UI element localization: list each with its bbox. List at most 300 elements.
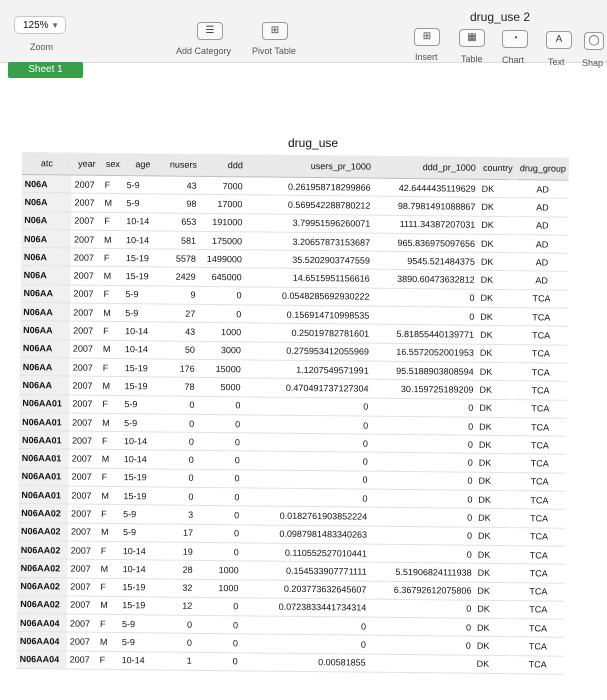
text-label[interactable]: Text [548,57,565,67]
cell-ddd-pr-1000[interactable]: 0 [369,617,474,636]
cell-ddd[interactable]: 5000 [197,378,243,397]
cell-sex[interactable]: M [101,194,123,213]
cell-sex[interactable]: M [100,340,122,359]
cell-atc[interactable]: N06AA [20,357,70,376]
cell-country[interactable]: DK [477,289,515,308]
cell-drug-group[interactable]: TCA [513,564,565,583]
cell-nusers[interactable]: 0 [158,487,196,506]
cell-atc[interactable]: N06AA04 [17,614,67,633]
cell-atc[interactable]: N06AA [20,339,70,358]
cell-drug-group[interactable]: TCA [515,363,567,382]
cell-ddd[interactable]: 0 [195,615,241,634]
cell-country[interactable]: DK [479,179,517,198]
cell-age[interactable]: 15-19 [123,267,161,286]
cell-drug-group[interactable]: AD [516,216,568,235]
cell-age[interactable]: 10-14 [119,651,157,670]
cell-nusers[interactable]: 17 [158,524,196,543]
cell-country[interactable]: DK [475,545,513,564]
cell-drug-group[interactable]: AD [516,198,568,217]
cell-drug-group[interactable]: TCA [514,381,566,400]
cell-country[interactable]: DK [478,271,516,290]
cell-ddd[interactable]: 191000 [199,213,245,232]
cell-country[interactable]: DK [478,252,516,271]
column-header-ddd-pr-1000[interactable]: ddd_pr_1000 [374,156,479,180]
cell-nusers[interactable]: 0 [159,450,197,469]
cell-ddd[interactable]: 645000 [199,268,245,287]
cell-age[interactable]: 15-19 [119,596,157,615]
cell-year[interactable]: 2007 [69,468,99,487]
cell-country[interactable]: DK [477,307,515,326]
cell-country[interactable]: DK [475,509,513,528]
cell-atc[interactable]: N06AA [20,321,70,340]
cell-year[interactable]: 2007 [69,395,99,414]
cell-age[interactable]: 10-14 [122,340,160,359]
cell-year[interactable]: 2007 [70,285,100,304]
cell-age[interactable]: 5-9 [119,615,157,634]
cell-atc[interactable]: N06AA02 [18,522,68,541]
cell-nusers[interactable]: 3 [158,505,196,524]
cell-nusers[interactable]: 28 [158,560,196,579]
cell-nusers[interactable]: 98 [161,194,199,213]
column-header-nusers[interactable]: nusers [162,153,200,176]
cell-atc[interactable]: N06AA01 [19,394,69,413]
cell-ddd[interactable]: 1000 [198,323,244,342]
cell-atc[interactable]: N06A [21,248,71,267]
cell-year[interactable]: 2007 [71,193,101,212]
cell-ddd[interactable]: 0 [195,652,241,671]
cell-users-pr-1000[interactable]: 1.1207549571991 [244,360,372,380]
cell-users-pr-1000[interactable]: 3.20657873153687 [245,232,373,252]
cell-country[interactable]: DK [475,472,513,491]
cell-atc[interactable]: N06AA01 [19,431,69,450]
cell-ddd-pr-1000[interactable]: 0 [371,398,476,417]
cell-users-pr-1000[interactable]: 0.0182761903852224 [242,506,370,526]
cell-year[interactable]: 2007 [69,449,99,468]
cell-age[interactable]: 15-19 [123,249,161,268]
cell-atc[interactable]: N06AA01 [19,412,69,431]
cell-country[interactable]: DK [474,637,512,656]
cell-age[interactable]: 10-14 [121,450,159,469]
cell-country[interactable]: DK [474,600,512,619]
table-body [17,174,569,674]
cell-atc[interactable]: N06AA01 [19,467,69,486]
chart-label[interactable]: Chart [502,55,525,65]
cell-age[interactable]: 5-9 [122,285,160,304]
cell-users-pr-1000[interactable]: 0 [243,451,371,471]
cell-country[interactable]: DK [474,655,512,674]
cell-ddd[interactable]: 0 [197,451,243,470]
cell-users-pr-1000[interactable]: 0.569542288780212 [245,195,373,215]
cell-country[interactable]: DK [474,618,512,637]
cell-sex[interactable]: M [99,450,121,469]
cell-ddd-pr-1000[interactable]: 0 [370,471,475,490]
cell-sex[interactable]: M [101,267,123,286]
cell-country[interactable]: DK [476,417,514,436]
cell-nusers[interactable]: 43 [162,176,200,195]
cell-ddd-pr-1000[interactable]: 0 [369,599,474,618]
cell-country[interactable]: DK [475,527,513,546]
cell-ddd[interactable]: 0 [196,524,242,543]
cell-age[interactable]: 10-14 [120,560,158,579]
cell-nusers[interactable]: 0 [158,469,196,488]
cell-users-pr-1000[interactable]: 35.5202903747559 [245,250,373,270]
cell-ddd-pr-1000[interactable]: 0 [371,416,476,435]
cell-country[interactable]: DK [475,563,513,582]
cell-atc[interactable]: N06AA [20,284,70,303]
table-label[interactable]: Table [461,54,483,64]
cell-sex[interactable]: F [97,651,119,670]
cell-drug-group[interactable]: TCA [514,399,566,418]
cell-year[interactable]: 2007 [71,230,101,249]
cell-age[interactable]: 10-14 [122,322,160,341]
cell-ddd-pr-1000[interactable]: 0 [372,288,477,307]
cell-ddd-pr-1000[interactable]: 0 [371,434,476,453]
cell-year[interactable]: 2007 [69,376,99,395]
cell-atc[interactable]: N06AA [19,376,69,395]
toolbar [0,0,607,68]
insert-label[interactable]: Insert [415,52,438,62]
cell-ddd-pr-1000[interactable]: 6.36792612075806 [369,581,474,600]
cell-ddd[interactable]: 175000 [199,231,245,250]
cell-drug-group[interactable]: TCA [513,509,565,528]
cell-year[interactable]: 2007 [70,358,100,377]
cell-users-pr-1000[interactable]: 0.154533907771111 [242,561,370,581]
chart-icon[interactable]: ◔ [502,30,528,48]
cell-country[interactable]: DK [477,344,515,363]
cell-sex[interactable]: M [97,596,119,615]
cell-age[interactable]: 15-19 [121,468,159,487]
cell-age[interactable]: 5-9 [121,395,159,414]
cell-users-pr-1000[interactable]: 14.6515951156616 [245,268,373,288]
cell-atc[interactable]: N06AA02 [18,540,68,559]
cell-drug-group[interactable]: TCA [512,655,564,674]
cell-drug-group[interactable]: TCA [514,454,566,473]
cell-sex[interactable]: F [99,395,121,414]
cell-ddd-pr-1000[interactable]: 0 [370,508,475,527]
shape-label[interactable]: Shap [582,58,604,68]
cell-atc[interactable]: N06A [21,266,71,285]
cell-ddd[interactable]: 0 [196,487,242,506]
cell-age[interactable]: 15-19 [119,578,157,597]
cell-sex[interactable]: F [100,358,122,377]
cell-nusers[interactable]: 0 [159,432,197,451]
cell-age[interactable]: 5-9 [120,523,158,542]
cell-ddd[interactable]: 1000 [195,579,241,598]
cell-ddd-pr-1000[interactable]: 1111.34387207031 [373,215,478,234]
cell-atc[interactable]: N06AA01 [18,486,68,505]
cell-atc[interactable]: N06AA02 [18,504,68,523]
cell-drug-group[interactable]: TCA [512,600,564,619]
cell-users-pr-1000[interactable]: 0.203773632645607 [241,579,369,599]
cell-sex[interactable]: F [101,249,123,268]
cell-users-pr-1000[interactable]: 0.110552527010441 [242,543,370,563]
cell-age[interactable]: 10-14 [123,230,161,249]
cell-age[interactable]: 5-9 [120,505,158,524]
cell-users-pr-1000[interactable]: 0 [242,488,370,508]
cell-nusers[interactable]: 43 [160,322,198,341]
cell-sex[interactable]: F [97,578,119,597]
cell-nusers[interactable]: 581 [161,231,199,250]
cell-nusers[interactable]: 78 [159,377,197,396]
add-category-label[interactable]: Add Category [176,46,232,56]
cell-atc[interactable]: N06AA04 [17,650,67,669]
cell-ddd-pr-1000[interactable]: 3890.60473632812 [373,270,478,289]
cell-sex[interactable]: M [98,486,120,505]
column-header-sex[interactable]: sex [102,153,124,176]
cell-sex[interactable]: F [97,614,119,633]
cell-drug-group[interactable]: TCA [513,546,565,565]
cell-ddd[interactable]: 0 [196,506,242,525]
cell-drug-group[interactable]: AD [516,271,568,290]
cell-age[interactable]: 5-9 [121,413,159,432]
cell-sex[interactable]: M [97,633,119,652]
cell-ddd[interactable]: 17000 [199,195,245,214]
cell-sex[interactable]: F [101,212,123,231]
cell-country[interactable]: DK [477,362,515,381]
cell-age[interactable]: 5-9 [122,304,160,323]
table-icon[interactable]: ▦ [459,29,485,47]
cell-nusers[interactable]: 5578 [161,249,199,268]
cell-users-pr-1000[interactable]: 0.0987981483340263 [242,524,370,544]
cell-sex[interactable]: F [100,322,122,341]
cell-age[interactable]: 10-14 [120,541,158,560]
cell-drug-group[interactable]: TCA [514,436,566,455]
cell-sex[interactable]: F [98,541,120,560]
cell-age[interactable]: 10-14 [121,432,159,451]
cell-nusers[interactable]: 653 [161,213,199,232]
cell-drug-group[interactable]: TCA [515,289,567,308]
column-header-country[interactable]: country [479,157,517,180]
cell-atc[interactable]: N06A [21,193,71,212]
cell-country[interactable]: DK [477,326,515,345]
column-header-ddd[interactable]: ddd [200,154,246,177]
cell-age[interactable]: 5-9 [124,176,162,195]
cell-atc[interactable]: N06A [22,174,72,193]
cell-users-pr-1000[interactable]: 0.156914710998535 [244,305,372,325]
cell-country[interactable]: DK [476,435,514,454]
cell-year[interactable]: 2007 [68,486,98,505]
cell-sex[interactable]: F [99,468,121,487]
cell-nusers[interactable]: 0 [159,414,197,433]
cell-year[interactable]: 2007 [71,248,101,267]
cell-year[interactable]: 2007 [67,596,97,615]
cell-sex[interactable]: F [100,285,122,304]
cell-sex[interactable]: F [99,431,121,450]
zoom-dropdown[interactable] [14,16,66,34]
cell-year[interactable]: 2007 [71,212,101,231]
cell-ddd-pr-1000[interactable] [369,654,474,673]
cell-ddd-pr-1000[interactable]: 0 [369,636,474,655]
cell-drug-group[interactable]: TCA [515,308,567,327]
cell-ddd[interactable]: 0 [198,286,244,305]
sheet-tab[interactable] [8,62,83,78]
cell-country[interactable]: DK [476,381,514,400]
cell-age[interactable]: 15-19 [120,487,158,506]
cell-ddd-pr-1000[interactable]: 5.51906824111938 [370,562,475,581]
cell-users-pr-1000[interactable]: 0.25019782781601 [244,323,372,343]
cell-ddd-pr-1000[interactable]: 95.5188903808594 [372,361,477,380]
add-category-icon[interactable]: ☰ [197,22,223,40]
column-header-atc[interactable]: atc [22,152,72,175]
cell-atc[interactable]: N06AA02 [18,559,68,578]
column-header-drug-group[interactable]: drug_group [517,157,569,180]
cell-users-pr-1000[interactable]: 0.0548285692930222 [244,287,372,307]
cell-age[interactable]: 10-14 [123,212,161,231]
cell-drug-group[interactable]: AD [517,180,569,199]
text-icon[interactable]: A [546,31,572,49]
cell-country[interactable]: DK [476,399,514,418]
cell-year[interactable]: 2007 [69,431,99,450]
cell-sex[interactable]: M [99,377,121,396]
cell-nusers[interactable]: 9 [160,286,198,305]
cell-ddd[interactable]: 0 [195,634,241,653]
cell-drug-group[interactable]: TCA [513,472,565,491]
column-header-users-pr-1000[interactable]: users_pr_1000 [246,154,374,178]
cell-users-pr-1000[interactable]: 0 [243,396,371,416]
cell-sex[interactable]: M [98,523,120,542]
cell-users-pr-1000[interactable]: 0 [241,616,369,636]
cell-users-pr-1000[interactable]: 0 [242,470,370,490]
cell-sex[interactable]: M [98,560,120,579]
cell-sex[interactable]: M [101,230,123,249]
cell-ddd-pr-1000[interactable]: 0 [370,544,475,563]
cell-ddd[interactable]: 0 [197,433,243,452]
cell-atc[interactable]: N06AA04 [17,632,67,651]
cell-nusers[interactable]: 0 [157,633,195,652]
cell-users-pr-1000[interactable]: 0.470491737127304 [243,378,371,398]
cell-ddd-pr-1000[interactable]: 5.81855440139771 [372,325,477,344]
cell-users-pr-1000[interactable]: 0.261958718299866 [246,177,374,197]
cell-drug-group[interactable]: TCA [513,491,565,510]
cell-year[interactable]: 2007 [68,559,98,578]
pivot-table-icon[interactable]: ⊞ [262,22,288,40]
cell-year[interactable]: 2007 [70,340,100,359]
cell-nusers[interactable]: 12 [157,597,195,616]
cell-country[interactable]: DK [478,216,516,235]
cell-nusers[interactable]: 176 [160,359,198,378]
cell-nusers[interactable]: 0 [157,615,195,634]
cell-atc[interactable]: N06A [21,229,71,248]
document-title: drug_use 2 [470,10,531,24]
cell-year[interactable]: 2007 [70,321,100,340]
cell-ddd[interactable]: 0 [196,542,242,561]
cell-nusers[interactable]: 50 [160,341,198,360]
cell-users-pr-1000[interactable]: 0 [241,634,369,654]
cell-users-pr-1000[interactable]: 0.275953412055969 [244,342,372,362]
insert-icon[interactable]: ⊞ [414,28,440,46]
cell-ddd-pr-1000[interactable]: 0 [370,526,475,545]
cell-age[interactable]: 5-9 [119,633,157,652]
cell-ddd[interactable]: 7000 [200,176,246,195]
cell-year[interactable]: 2007 [69,413,99,432]
cell-year[interactable]: 2007 [67,651,97,670]
cell-ddd[interactable]: 0 [197,414,243,433]
cell-ddd-pr-1000[interactable]: 9545.521484375 [373,251,478,270]
pivot-table-label[interactable]: Pivot Table [252,46,296,56]
cell-drug-group[interactable]: TCA [513,527,565,546]
cell-year[interactable]: 2007 [68,541,98,560]
cell-year[interactable]: 2007 [67,578,97,597]
cell-drug-group[interactable]: TCA [515,344,567,363]
cell-year[interactable]: 2007 [67,614,97,633]
cell-atc[interactable]: N06AA [20,303,70,322]
cell-users-pr-1000[interactable]: 0 [243,415,371,435]
cell-drug-group[interactable]: TCA [512,582,564,601]
cell-country[interactable]: DK [475,490,513,509]
cell-atc[interactable]: N06AA02 [17,595,67,614]
cell-ddd[interactable]: 0 [197,396,243,415]
cell-sex[interactable]: M [99,413,121,432]
cell-country[interactable]: DK [478,198,516,217]
cell-year[interactable]: 2007 [68,504,98,523]
cell-country[interactable]: DK [476,454,514,473]
cell-ddd-pr-1000[interactable]: 0 [371,453,476,472]
cell-ddd[interactable]: 0 [195,597,241,616]
cell-drug-group[interactable]: AD [516,235,568,254]
cell-ddd-pr-1000[interactable]: 98.7981491088867 [373,196,478,215]
cell-drug-group[interactable]: AD [516,253,568,272]
cell-ddd-pr-1000[interactable]: 0 [370,489,475,508]
cell-nusers[interactable]: 0 [159,396,197,415]
cell-atc[interactable]: N06AA02 [17,577,67,596]
cell-sex[interactable]: M [100,303,122,322]
cell-nusers[interactable]: 2429 [161,267,199,286]
cell-year[interactable]: 2007 [68,523,98,542]
cell-ddd-pr-1000[interactable]: 0 [372,306,477,325]
cell-year[interactable]: 2007 [72,175,102,194]
cell-ddd-pr-1000[interactable]: 16.5572052001953 [372,343,477,362]
cell-age[interactable]: 5-9 [123,194,161,213]
cell-country[interactable]: DK [474,582,512,601]
cell-ddd[interactable]: 1499000 [199,250,245,269]
cell-nusers[interactable]: 32 [157,578,195,597]
cell-ddd[interactable]: 0 [198,304,244,323]
cell-nusers[interactable]: 19 [158,542,196,561]
cell-drug-group[interactable]: TCA [512,637,564,656]
cell-atc[interactable]: N06AA01 [19,449,69,468]
cell-atc[interactable]: N06A [21,211,71,230]
cell-year[interactable]: 2007 [71,267,101,286]
cell-users-pr-1000[interactable]: 0.0723833441734314 [241,598,369,618]
cell-age[interactable]: 15-19 [121,377,159,396]
cell-nusers[interactable]: 1 [157,652,195,671]
cell-ddd[interactable]: 0 [196,469,242,488]
cell-drug-group[interactable]: TCA [515,326,567,345]
cell-year[interactable]: 2007 [70,303,100,322]
cell-age[interactable]: 15-19 [122,359,160,378]
cell-drug-group[interactable]: TCA [514,418,566,437]
cell-ddd-pr-1000[interactable]: 30.159725189209 [371,379,476,398]
cell-sex[interactable]: F [98,505,120,524]
cell-ddd[interactable]: 1000 [196,561,242,580]
cell-users-pr-1000[interactable]: 3.79951596260071 [245,213,373,233]
cell-nusers[interactable]: 27 [160,304,198,323]
cell-country[interactable]: DK [478,234,516,253]
column-header-year[interactable]: year [72,153,102,176]
column-header-age[interactable]: age [124,153,162,176]
cell-users-pr-1000[interactable]: 0 [243,433,371,453]
cell-ddd[interactable]: 3000 [198,341,244,360]
cell-users-pr-1000[interactable]: 0.00581855 [241,653,369,673]
shape-icon[interactable]: ◯ [584,32,604,50]
table-title[interactable]: drug_use [288,136,339,150]
cell-ddd-pr-1000[interactable]: 42.6444435119629 [374,178,479,197]
cell-drug-group[interactable]: TCA [512,619,564,638]
cell-ddd[interactable]: 15000 [198,359,244,378]
cell-sex[interactable]: F [102,175,124,194]
cell-ddd-pr-1000[interactable]: 965.836975097656 [373,233,478,252]
cell-year[interactable]: 2007 [67,632,97,651]
